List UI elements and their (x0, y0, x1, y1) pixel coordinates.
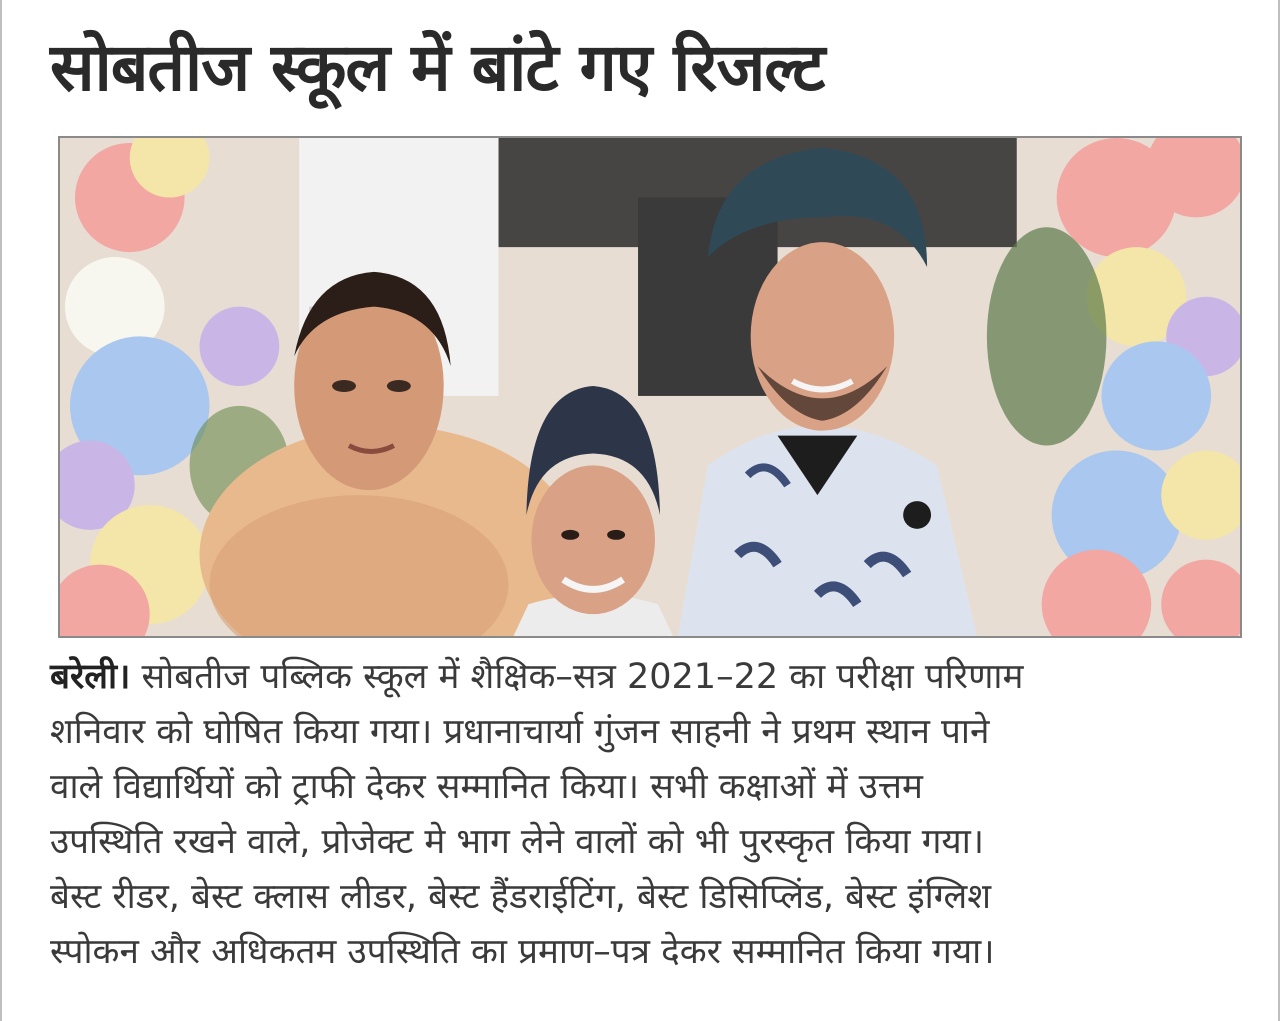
article-line: उपस्थिति रखने वाले, प्रोजेक्ट मे भाग लेने वालों को भी पुरस्कृत किया गया। (50, 822, 985, 862)
news-photo (58, 136, 1242, 638)
article-line: बेस्ट रीडर, बेस्ट क्लास लीडर, बेस्ट हैंडराईटिंग, बेस्ट डिसिप्लिंड, बेस्ट इंग्लिश (50, 877, 992, 917)
article-line (50, 650, 1250, 705)
headline: सोबतीज स्कूल में बांटे गए रिजल्ट (50, 29, 825, 106)
article-line-text: सोबतीज पब्लिक स्कूल में शैक्षिक–सत्र 2021–22 का परीक्षा परिणाम (130, 657, 1024, 697)
article-line: वाले विद्यार्थियों को ट्राफी देकर सम्मानित किया। सभी कक्षाओं में उत्तम (50, 767, 923, 807)
photo-illustration (60, 138, 1240, 636)
article-body (50, 650, 1250, 980)
article-line: शनिवार को घोषित किया गया। प्रधानाचार्या गुंजन साहनी ने प्रथम स्थान पाने (50, 712, 990, 752)
article-line: स्पोकन और अधिकतम उपस्थिति का प्रमाण–पत्र देकर सम्मानित किया गया। (50, 932, 995, 972)
dateline: बरेली। (50, 657, 131, 697)
